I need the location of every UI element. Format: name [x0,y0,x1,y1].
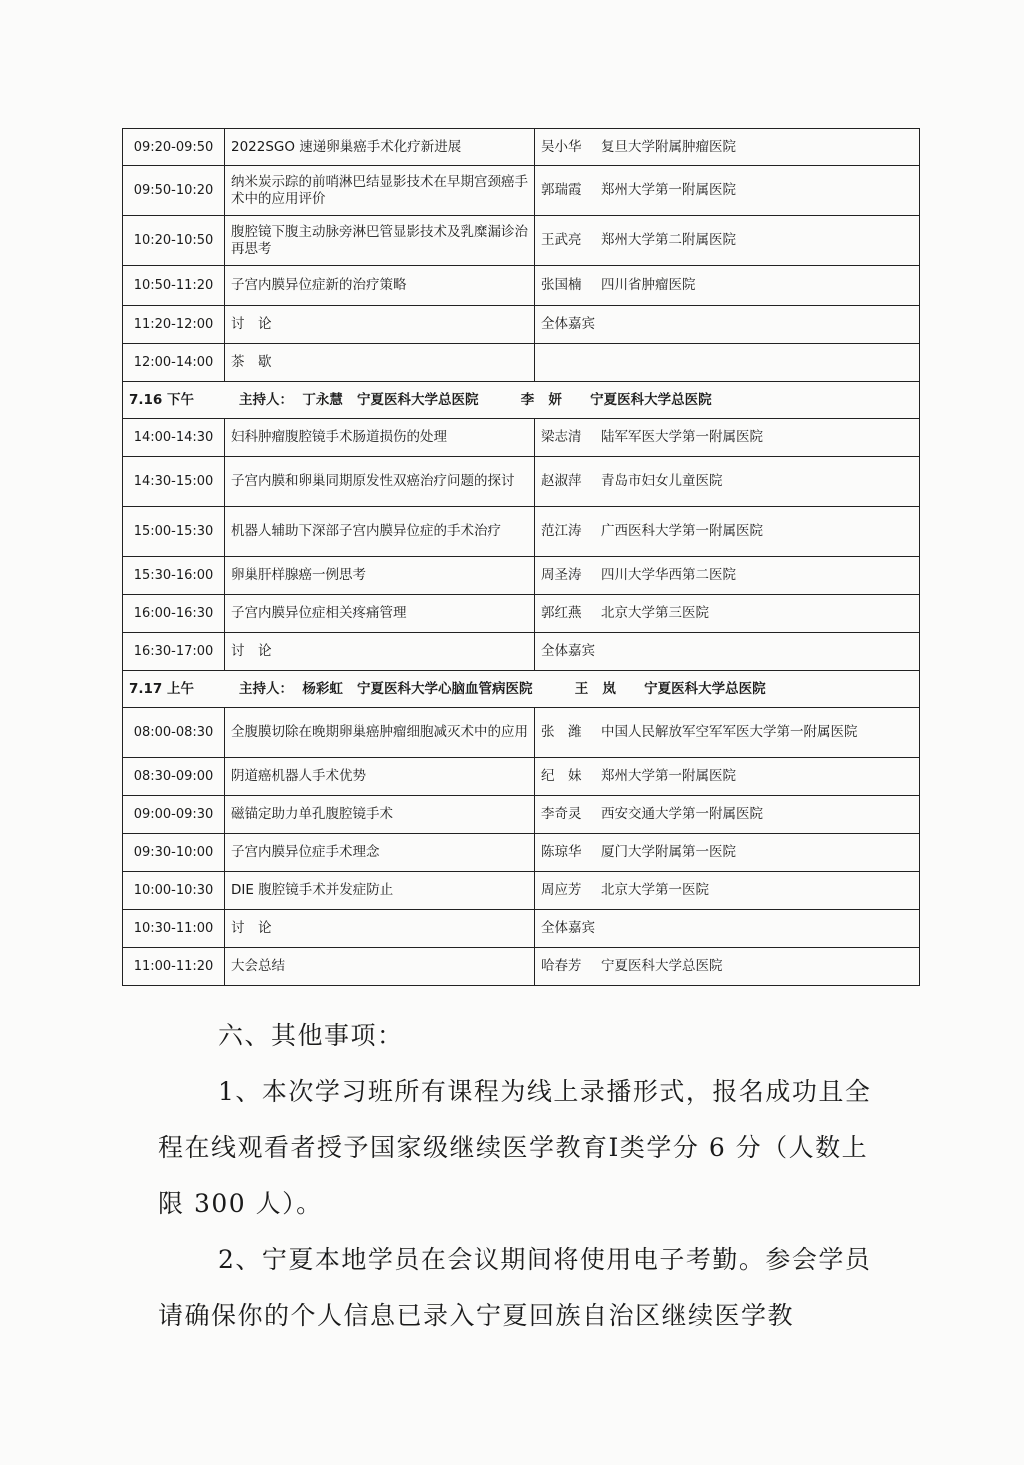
time-cell: 08:30-09:00 [123,758,225,796]
time-cell: 09:00-09:30 [123,796,225,834]
speaker-cell [535,166,920,216]
other-matters-section [158,1008,878,1344]
schedule-row [123,457,920,507]
speaker-name: 全体嘉宾 [541,316,595,332]
schedule-row [123,708,920,758]
speaker-cell [535,633,920,671]
speaker-organization: 厦门大学附属第一医院 [601,844,736,860]
time-cell: 14:00-14:30 [123,419,225,457]
time-cell: 16:30-17:00 [123,633,225,671]
speaker-organization: 郑州大学第一附属医院 [601,768,736,784]
speaker-organization: 郑州大学第二附属医院 [601,232,736,248]
speaker-name: 梁志清 [541,429,582,445]
speaker-cell [535,129,920,166]
speaker-cell [535,796,920,834]
topic-cell: DIE 腹腔镜手术并发症防止 [225,872,535,910]
schedule-row [123,834,920,872]
time-cell: 10:00-10:30 [123,872,225,910]
host-cell [123,671,920,708]
schedule-row [123,633,920,671]
speaker-name: 全体嘉宾 [541,920,595,936]
time-cell: 09:20-09:50 [123,129,225,166]
schedule-row [123,872,920,910]
speaker-organization: 宁夏医科大学总医院 [601,958,723,974]
topic-cell: 子宫内膜异位症相关疼痛管理 [225,595,535,633]
schedule-row [123,910,920,948]
speaker-cell [535,948,920,986]
schedule-row [123,344,920,382]
topic-cell: 讨 论 [225,306,535,344]
speaker-name: 哈春芳 [541,958,582,974]
topic-cell: 2022SGO 速递卵巢癌手术化疗新进展 [225,129,535,166]
speaker-organization: 广西医科大学第一附属医院 [601,523,763,539]
schedule-row [123,129,920,166]
session-day: 7.17 上午 [129,680,195,697]
topic-cell: 纳米炭示踪的前哨淋巴结显影技术在早期宫颈癌手术中的应用评价 [225,166,535,216]
speaker-name: 周应芳 [541,882,582,898]
note-paragraph-2: 2、宁夏本地学员在会议期间将使用电子考勤。参会学员请确保你的个人信息已录入宁夏回族自治区继续医学教 [158,1245,872,1330]
section-heading: 六、其他事项： [218,1021,404,1050]
time-cell: 10:50-11:20 [123,266,225,306]
speaker-name: 周圣涛 [541,567,582,583]
time-cell: 12:00-14:00 [123,344,225,382]
topic-cell: 妇科肿瘤腹腔镜手术肠道损伤的处理 [225,419,535,457]
speaker-cell [535,557,920,595]
speaker-organization: 四川大学华西第二医院 [601,567,736,583]
schedule-row [123,758,920,796]
speaker-organization: 陆军军医大学第一附属医院 [601,429,763,445]
time-cell: 10:20-10:50 [123,216,225,266]
speaker-organization: 北京大学第一医院 [601,882,709,898]
schedule-body [123,129,920,986]
schedule-row [123,166,920,216]
speaker-name: 吴小华 [541,138,582,155]
topic-cell: 子宫内膜异位症新的治疗策略 [225,266,535,306]
speaker-cell [535,910,920,948]
speaker-cell [535,834,920,872]
topic-cell: 全腹膜切除在晚期卵巢癌肿瘤细胞减灭术中的应用 [225,708,535,758]
speaker-name: 郭红燕 [541,605,582,621]
schedule-row [123,948,920,986]
speaker-organization: 四川省肿瘤医院 [601,277,696,293]
speaker-cell [535,457,920,507]
speaker-organization: 郑州大学第一附属医院 [601,182,736,198]
speaker-cell [535,507,920,557]
speaker-name: 范江涛 [541,523,582,539]
time-cell: 10:30-11:00 [123,910,225,948]
speaker-organization: 青岛市妇女儿童医院 [601,473,723,489]
topic-cell: 子宫内膜异位症手术理念 [225,834,535,872]
speaker-cell [535,758,920,796]
schedule-row [123,306,920,344]
time-cell: 16:00-16:30 [123,595,225,633]
speaker-cell [535,708,920,758]
speaker-cell [535,419,920,457]
time-cell: 14:30-15:00 [123,457,225,507]
host-text: 主持人： 丁永慧 宁夏医科大学总医院 李 妍 宁夏医科大学总医院 [239,391,712,408]
schedule-row [123,266,920,306]
time-cell: 15:00-15:30 [123,507,225,557]
topic-cell: 腹腔镜下腹主动脉旁淋巴管显影技术及乳糜漏诊治再思考 [225,216,535,266]
speaker-name: 赵淑萍 [541,473,582,489]
schedule-table [122,128,920,986]
speaker-cell [535,595,920,633]
schedule-row [123,796,920,834]
schedule-row [123,507,920,557]
topic-cell: 机器人辅助下深部子宫内膜异位症的手术治疗 [225,507,535,557]
topic-cell: 卵巢肝样腺癌一例思考 [225,557,535,595]
speaker-name: 纪 妹 [541,768,582,784]
schedule-row [123,557,920,595]
time-cell: 09:30-10:00 [123,834,225,872]
host-row [123,382,920,419]
speaker-cell [535,266,920,306]
time-cell: 09:50-10:20 [123,166,225,216]
host-text: 主持人： 杨彩虹 宁夏医科大学心脑血管病医院 王 岚 宁夏医科大学总医院 [239,680,766,697]
topic-cell: 茶 歇 [225,344,535,382]
time-cell: 11:20-12:00 [123,306,225,344]
schedule-row [123,216,920,266]
host-row [123,671,920,708]
time-cell: 11:00-11:20 [123,948,225,986]
speaker-name: 李奇灵 [541,806,582,822]
speaker-organization: 复旦大学附属肿瘤医院 [601,138,736,155]
speaker-organization: 西安交通大学第一附属医院 [601,806,763,822]
topic-cell: 讨 论 [225,910,535,948]
host-cell [123,382,920,419]
topic-cell: 大会总结 [225,948,535,986]
speaker-name: 全体嘉宾 [541,643,595,659]
note-paragraph-1: 1、本次学习班所有课程为线上录播形式，报名成功且全程在线观看者授予国家级继续医学教育Ⅰ类学分 6 分（人数上限 300 人）。 [158,1077,872,1218]
speaker-cell [535,872,920,910]
topic-cell: 讨 论 [225,633,535,671]
speaker-name: 张国楠 [541,277,582,293]
speaker-organization: 北京大学第三医院 [601,605,709,621]
session-day: 7.16 下午 [129,391,195,408]
topic-cell: 阴道癌机器人手术优势 [225,758,535,796]
schedule-row [123,419,920,457]
speaker-cell [535,344,920,382]
speaker-cell [535,306,920,344]
topic-cell: 磁锚定助力单孔腹腔镜手术 [225,796,535,834]
speaker-name: 张 潍 [541,724,582,740]
time-cell: 15:30-16:00 [123,557,225,595]
speaker-cell [535,216,920,266]
speaker-name: 郭瑞霞 [541,182,582,198]
topic-cell: 子宫内膜和卵巢同期原发性双癌治疗问题的探讨 [225,457,535,507]
speaker-name: 王武亮 [541,232,582,248]
schedule-row [123,595,920,633]
speaker-name: 陈琼华 [541,844,582,860]
time-cell: 08:00-08:30 [123,708,225,758]
speaker-organization: 中国人民解放军空军军医大学第一附属医院 [601,724,858,740]
